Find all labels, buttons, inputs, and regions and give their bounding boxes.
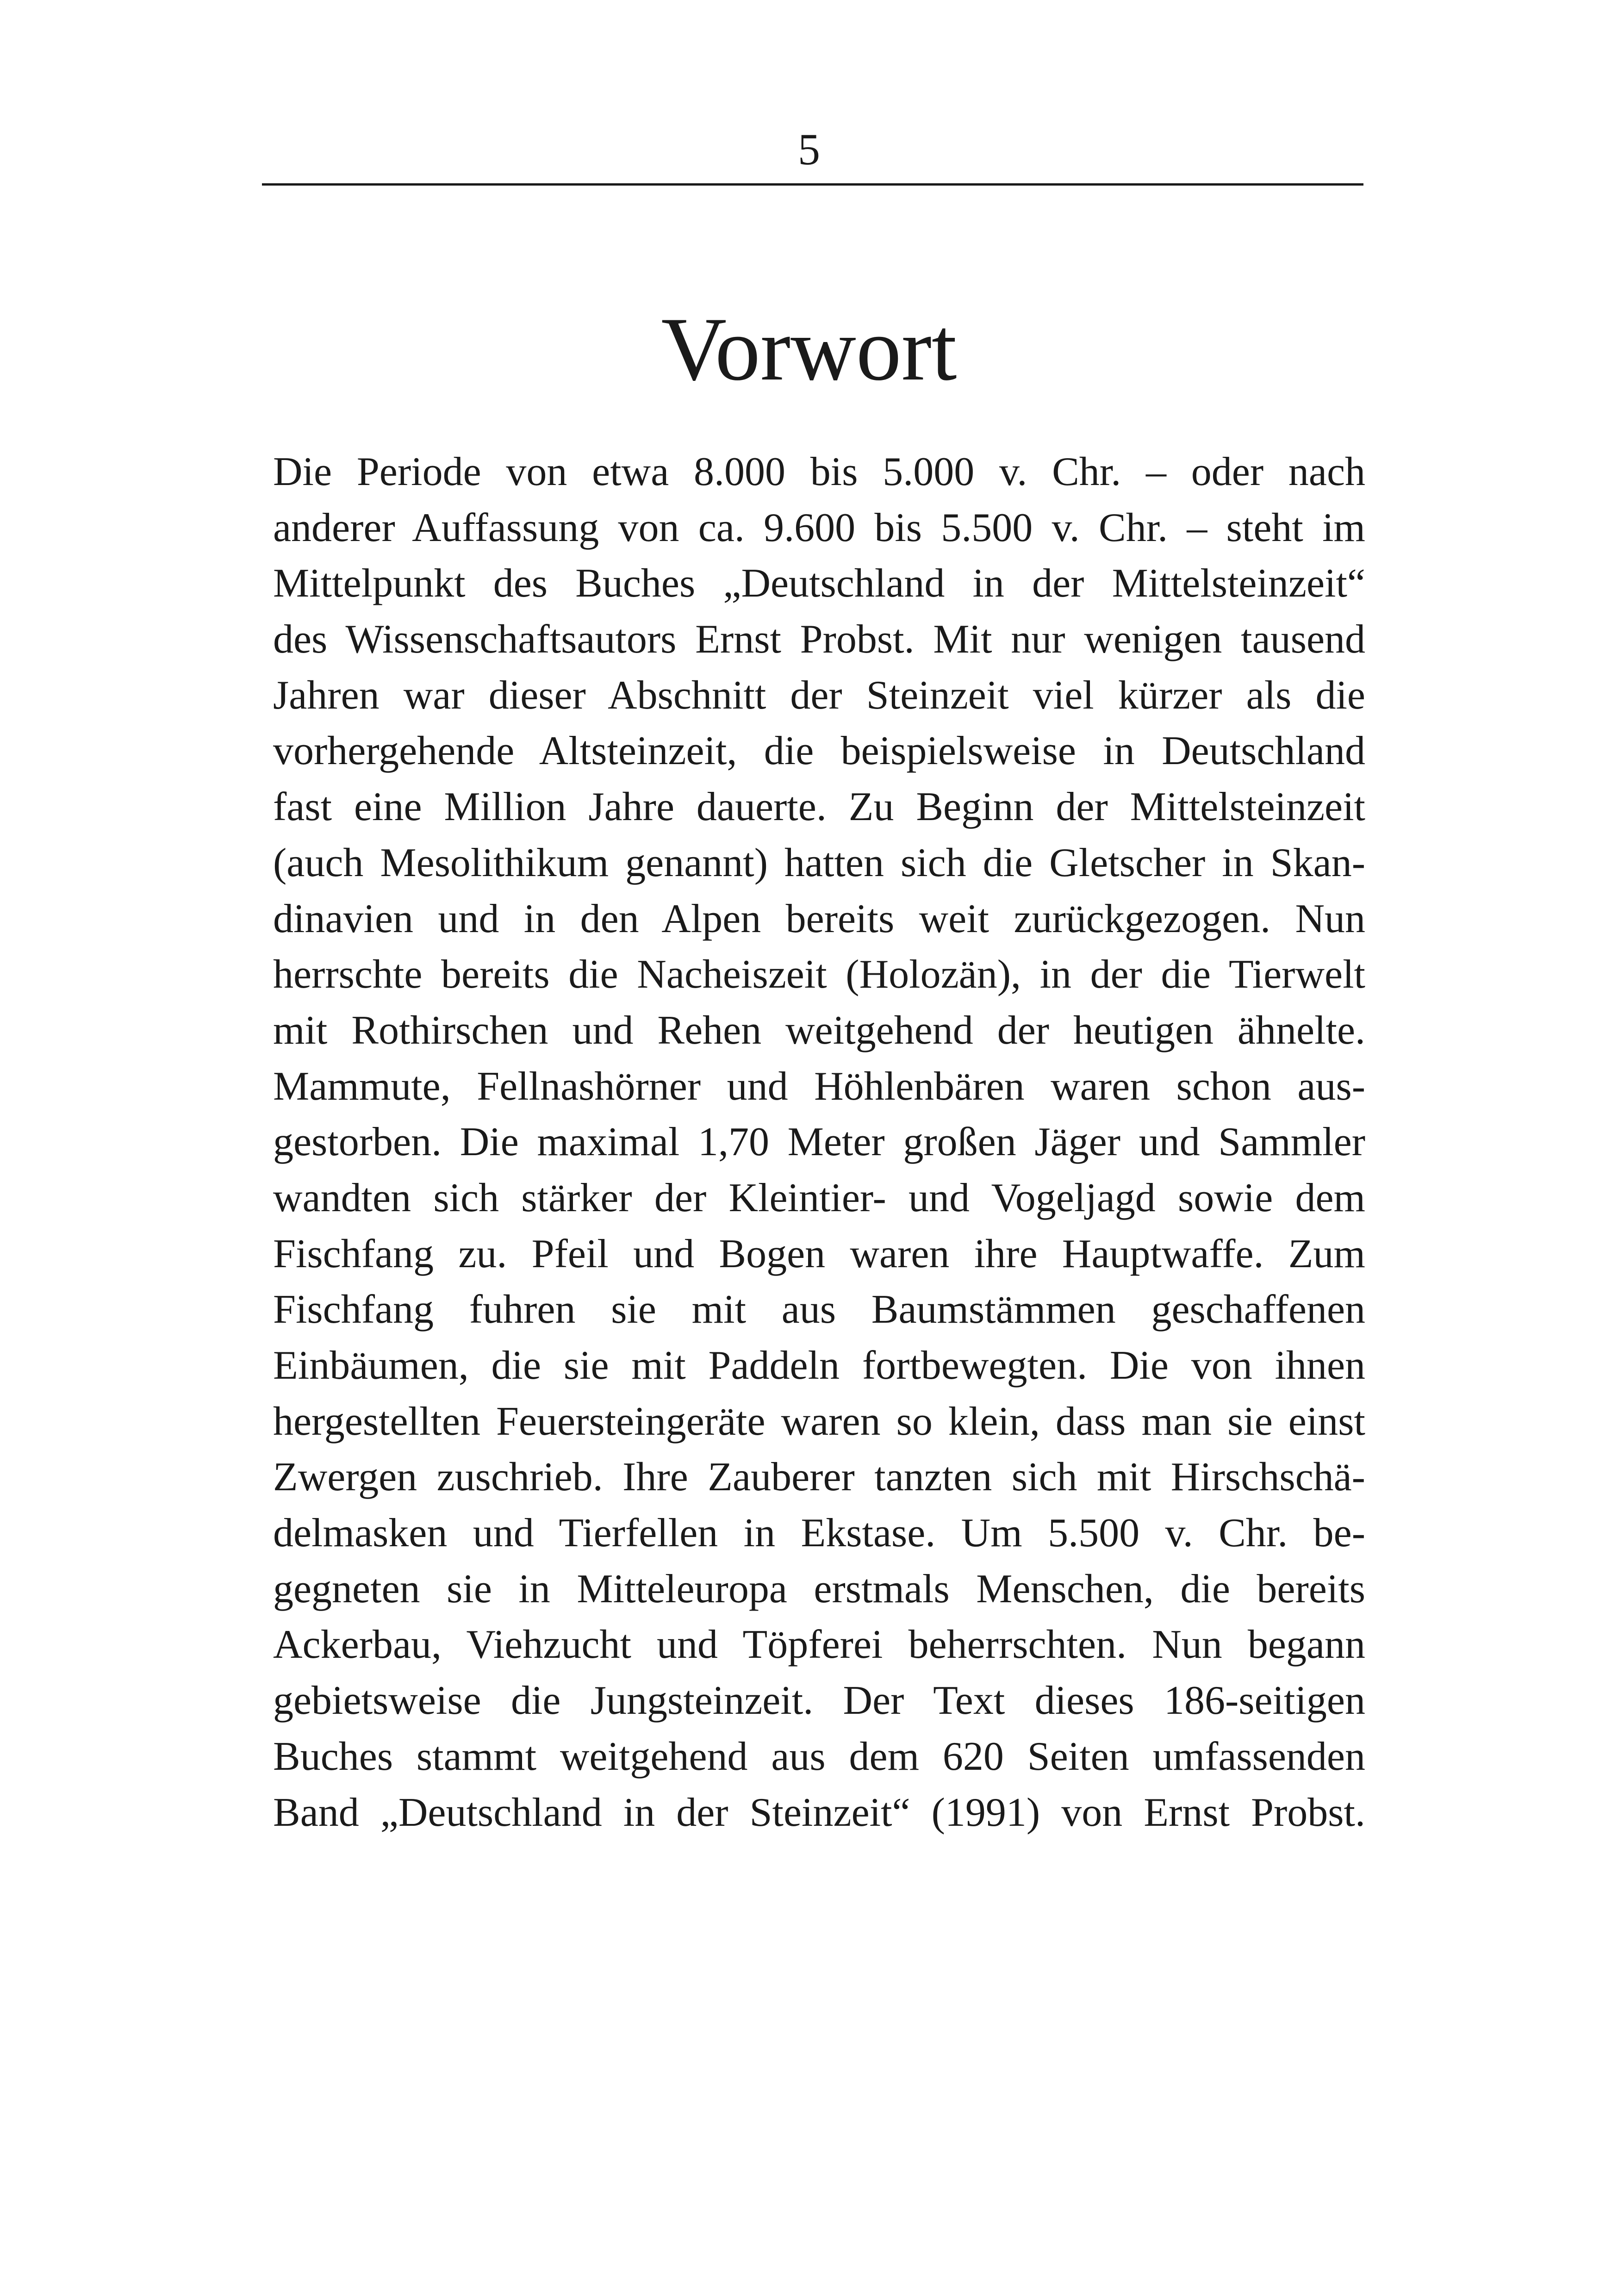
text-line: delmasken und Tierfellen in Ekstase. Um 5.500 v. Chr. be- <box>273 1511 1365 1556</box>
text-line: gebietsweise die Jungsteinzeit. Der Text dieses 186-seitigen <box>273 1678 1365 1724</box>
text-line: Fischfang fuhren sie mit aus Baumstämmen geschaffenen <box>273 1287 1365 1332</box>
text-line: Fischfang zu. Pfeil und Bogen waren ihre Hauptwaffe. Zum <box>273 1231 1365 1276</box>
text-line: mit Rothirschen und Rehen weitgehend der heutigen ähnelte. <box>273 1008 1365 1053</box>
header-rule <box>262 183 1363 186</box>
text-line: Ackerbau, Viehzucht und Töpferei beherrschten. Nun begann <box>273 1622 1365 1668</box>
text-line: vorhergehende Altsteinzeit, die beispielsweise in Deutschland <box>273 728 1365 774</box>
text-line: herrschte bereits die Nacheiszeit (Holozän), in der die Tierwelt <box>273 952 1365 997</box>
text-line: gegneten sie in Mitteleuropa erstmals Menschen, die bereits <box>273 1566 1365 1612</box>
chapter-title: Vorwort <box>661 299 957 399</box>
text-line: hergestellten Feuersteingeräte waren so klein, dass man sie einst <box>273 1399 1365 1444</box>
text-line: Zwergen zuschrieb. Ihre Zauberer tanzten sich mit Hirschschä- <box>273 1455 1365 1500</box>
text-line: fast eine Million Jahre dauerte. Zu Beginn der Mittelsteinzeit <box>273 784 1365 830</box>
text-line: wandten sich stärker der Kleintier- und Vogeljagd sowie dem <box>273 1175 1365 1220</box>
text-line: anderer Auffassung von ca. 9.600 bis 5.500 v. Chr. – steht im <box>273 505 1365 550</box>
text-line: (auch Mesolithikum genannt) hatten sich die Gletscher in Skan- <box>273 840 1365 885</box>
text-line: Die Periode von etwa 8.000 bis 5.000 v. Chr. – oder nach <box>273 449 1365 494</box>
text-line: Mammute, Fellnashörner und Höhlenbären waren schon aus- <box>273 1064 1365 1109</box>
text-line: Jahren war dieser Abschnitt der Steinzeit viel kürzer als die <box>273 672 1365 718</box>
body-paragraph <box>273 444 1365 1841</box>
text-line: dinavien und in den Alpen bereits weit zurückgezogen. Nun <box>273 896 1365 941</box>
text-line: Mittelpunkt des Buches „Deutschland in der Mittelsteinzeit“ <box>273 561 1365 606</box>
page-number: 5 <box>798 124 820 174</box>
text-line: gestorben. Die maximal 1,70 Meter großen Jäger und Sammler <box>273 1120 1365 1165</box>
text-line: Buches stammt weitgehend aus dem 620 Seiten umfassenden <box>273 1734 1365 1779</box>
text-line: des Wissenschaftsautors Ernst Probst. Mit nur wenigen tausend <box>273 617 1365 662</box>
text-line: Band „Deutschland in der Steinzeit“ (1991) von Ernst Probst. <box>273 1790 1365 1835</box>
text-line: Einbäumen, die sie mit Paddeln fortbewegten. Die von ihnen <box>273 1343 1365 1388</box>
